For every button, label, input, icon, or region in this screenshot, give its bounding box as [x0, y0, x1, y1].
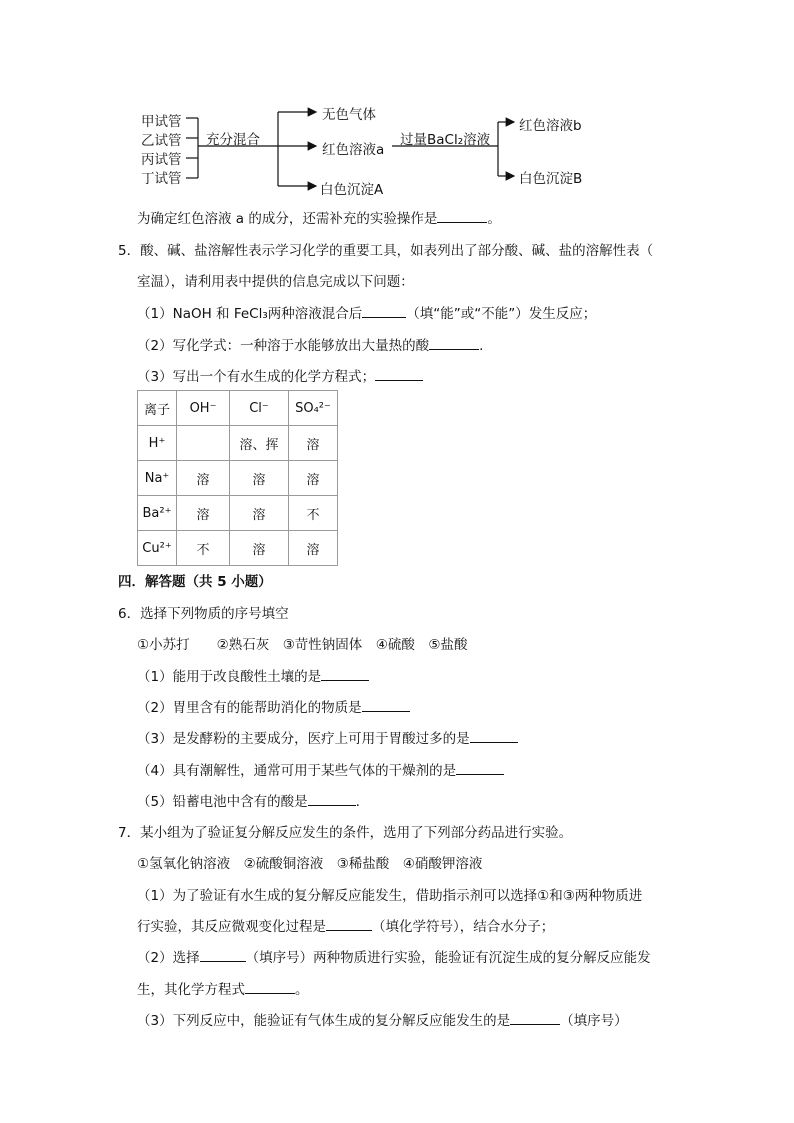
- answer-blank[interactable]: [362, 305, 406, 318]
- table-cell: 不: [177, 531, 230, 566]
- answer-blank[interactable]: [245, 981, 295, 994]
- answer-blank[interactable]: [308, 793, 356, 806]
- q6-sub2: [137, 696, 410, 716]
- q7-sub2-line1: [137, 946, 651, 966]
- q5-sub1: [137, 302, 596, 322]
- q5-sub1-text: （1）NaOH 和 FeCl₃两种溶液混合后: [137, 306, 363, 322]
- table-cell: 溶: [230, 496, 289, 531]
- experiment-flow-diagram: [0, 0, 794, 200]
- q4-tail-text: 为确定红色溶液 a 的成分，还需补充的实验操作是: [137, 211, 438, 227]
- final-white-precipitate-b: 白色沉淀B: [519, 171, 583, 187]
- q5-sub3-text: （3）写出一个有水生成的化学方程式；: [137, 369, 376, 385]
- table-cell: Na⁺: [138, 461, 177, 496]
- answer-blank[interactable]: [437, 210, 487, 223]
- table-row: [138, 496, 338, 531]
- q6-sub2-text: （2）胃里含有的能帮助消化的物质是: [137, 700, 362, 716]
- table-cell: 溶: [230, 531, 289, 566]
- q6-sub4-text: （4）具有潮解性，通常可用于某些气体的干燥剂的是: [137, 763, 457, 779]
- table-cell: 不: [289, 496, 338, 531]
- table-cell: 溶: [289, 461, 338, 496]
- result-gas: 无色气体: [322, 107, 376, 123]
- table-cell: Ba²⁺: [138, 496, 177, 531]
- q7-sub2-line2-text: 生，其化学方程式: [137, 982, 245, 998]
- answer-blank[interactable]: [375, 368, 423, 381]
- final-red-solution-b: 红色溶液b: [519, 118, 582, 134]
- tube-yi: 乙试管: [141, 133, 182, 149]
- section-heading: 四．解答题（共 5 小题）: [118, 574, 272, 590]
- q6-sub4: [137, 759, 504, 779]
- table-header-cell: OH⁻: [177, 391, 230, 426]
- answer-blank[interactable]: [326, 918, 372, 931]
- solubility-table: [137, 390, 338, 566]
- q6-sub1: [137, 665, 369, 685]
- table-cell: 溶: [177, 496, 230, 531]
- q7-sub2-end: 。: [295, 982, 309, 998]
- q7-sub2-text: （2）选择: [137, 950, 200, 966]
- answer-blank[interactable]: [362, 699, 410, 712]
- table-cell: 溶: [177, 461, 230, 496]
- q7-sub1-line2: [137, 915, 554, 935]
- q5-sub2-end: .: [479, 338, 484, 354]
- q7-sub1-end: （填化学符号），结合水分子；: [372, 919, 555, 935]
- table-cell: 溶: [230, 461, 289, 496]
- result-red-solution-a: 红色溶液a: [322, 142, 385, 158]
- q6-sub5-end: .: [355, 794, 360, 810]
- q7-sub3: [137, 1009, 628, 1029]
- tube-bing: 丙试管: [141, 152, 182, 168]
- table-cell: 溶: [289, 426, 338, 461]
- q6-options: ①小苏打 ②熟石灰 ③苛性钠固体 ④硫酸 ⑤盐酸: [137, 637, 468, 653]
- q5-line2: 室温），请利用表中提供的信息完成以下问题：: [137, 274, 414, 290]
- q4-tail: [137, 207, 501, 227]
- answer-blank[interactable]: [429, 337, 479, 350]
- q6-sub5: [137, 790, 360, 810]
- q5-sub2: [137, 334, 483, 354]
- q6-sub3-text: （3）是发酵粉的主要成分，医疗上可用于胃酸过多的是: [137, 731, 470, 747]
- table-cell: 溶、挥: [230, 426, 289, 461]
- q7-stem: 7．某小组为了验证复分解反应发生的条件，选用了下列部分药品进行实验。: [118, 825, 573, 841]
- table-row: [138, 531, 338, 566]
- q5-sub2-text: （2）写化学式：一种溶于水能够放出大量热的酸: [137, 338, 430, 354]
- table-header-row: [138, 391, 338, 426]
- table-row: [138, 426, 338, 461]
- q7-options: ①氢氧化钠溶液 ②硫酸铜溶液 ③稀盐酸 ④硝酸钾溶液: [137, 856, 483, 872]
- q6-sub3: [137, 727, 518, 747]
- table-header-cell: 离子: [138, 391, 177, 426]
- table-header-cell: SO₄²⁻: [289, 391, 338, 426]
- q7-sub1-line1: （1）为了验证有水生成的复分解反应能发生，借助指示剂可以选择①和③两种物质进: [137, 888, 643, 904]
- q7-sub1-text: 行实验，其反应微观变化过程是: [137, 919, 326, 935]
- result-white-precipitate-a: 白色沉淀A: [320, 182, 384, 198]
- table-cell: [177, 426, 230, 461]
- q7-sub3-end: （填序号）: [560, 1013, 628, 1029]
- q4-tail-end: 。: [487, 211, 501, 227]
- q5-sub1-end: （填“能”或“不能”）发生反应；: [406, 306, 597, 322]
- mix-label: 充分混合: [206, 132, 260, 148]
- q6-stem: 6．选择下列物质的序号填空: [118, 606, 289, 622]
- table-cell: Cu²⁺: [138, 531, 177, 566]
- q5-line1: 5．酸、碱、盐溶解性表示学习化学的重要工具，如表列出了部分酸、碱、盐的溶解性表（: [118, 243, 654, 259]
- tube-jia: 甲试管: [141, 114, 182, 130]
- q5-sub3: [137, 365, 423, 385]
- table-cell: H⁺: [138, 426, 177, 461]
- answer-blank[interactable]: [200, 949, 246, 962]
- answer-blank[interactable]: [510, 1012, 560, 1025]
- q7-sub2-text-b: （填序号）两种物质进行实验，能验证有沉淀生成的复分解反应能发: [245, 950, 651, 966]
- answer-blank[interactable]: [470, 730, 518, 743]
- table-row: [138, 461, 338, 496]
- tube-ding: 丁试管: [141, 171, 182, 187]
- table-header-cell: Cl⁻: [230, 391, 289, 426]
- answer-blank[interactable]: [456, 762, 504, 775]
- q6-sub1-text: （1）能用于改良酸性土壤的是: [137, 669, 322, 685]
- reagent-label: 过量BaCl₂溶液: [400, 132, 491, 148]
- q6-sub5-text: （5）铅蓄电池中含有的酸是: [137, 794, 308, 810]
- answer-blank[interactable]: [321, 668, 369, 681]
- q7-sub2-line2: [137, 978, 309, 998]
- q7-sub3-text: （3）下列反应中，能验证有气体生成的复分解反应能发生的是: [137, 1013, 511, 1029]
- table-cell: 溶: [289, 531, 338, 566]
